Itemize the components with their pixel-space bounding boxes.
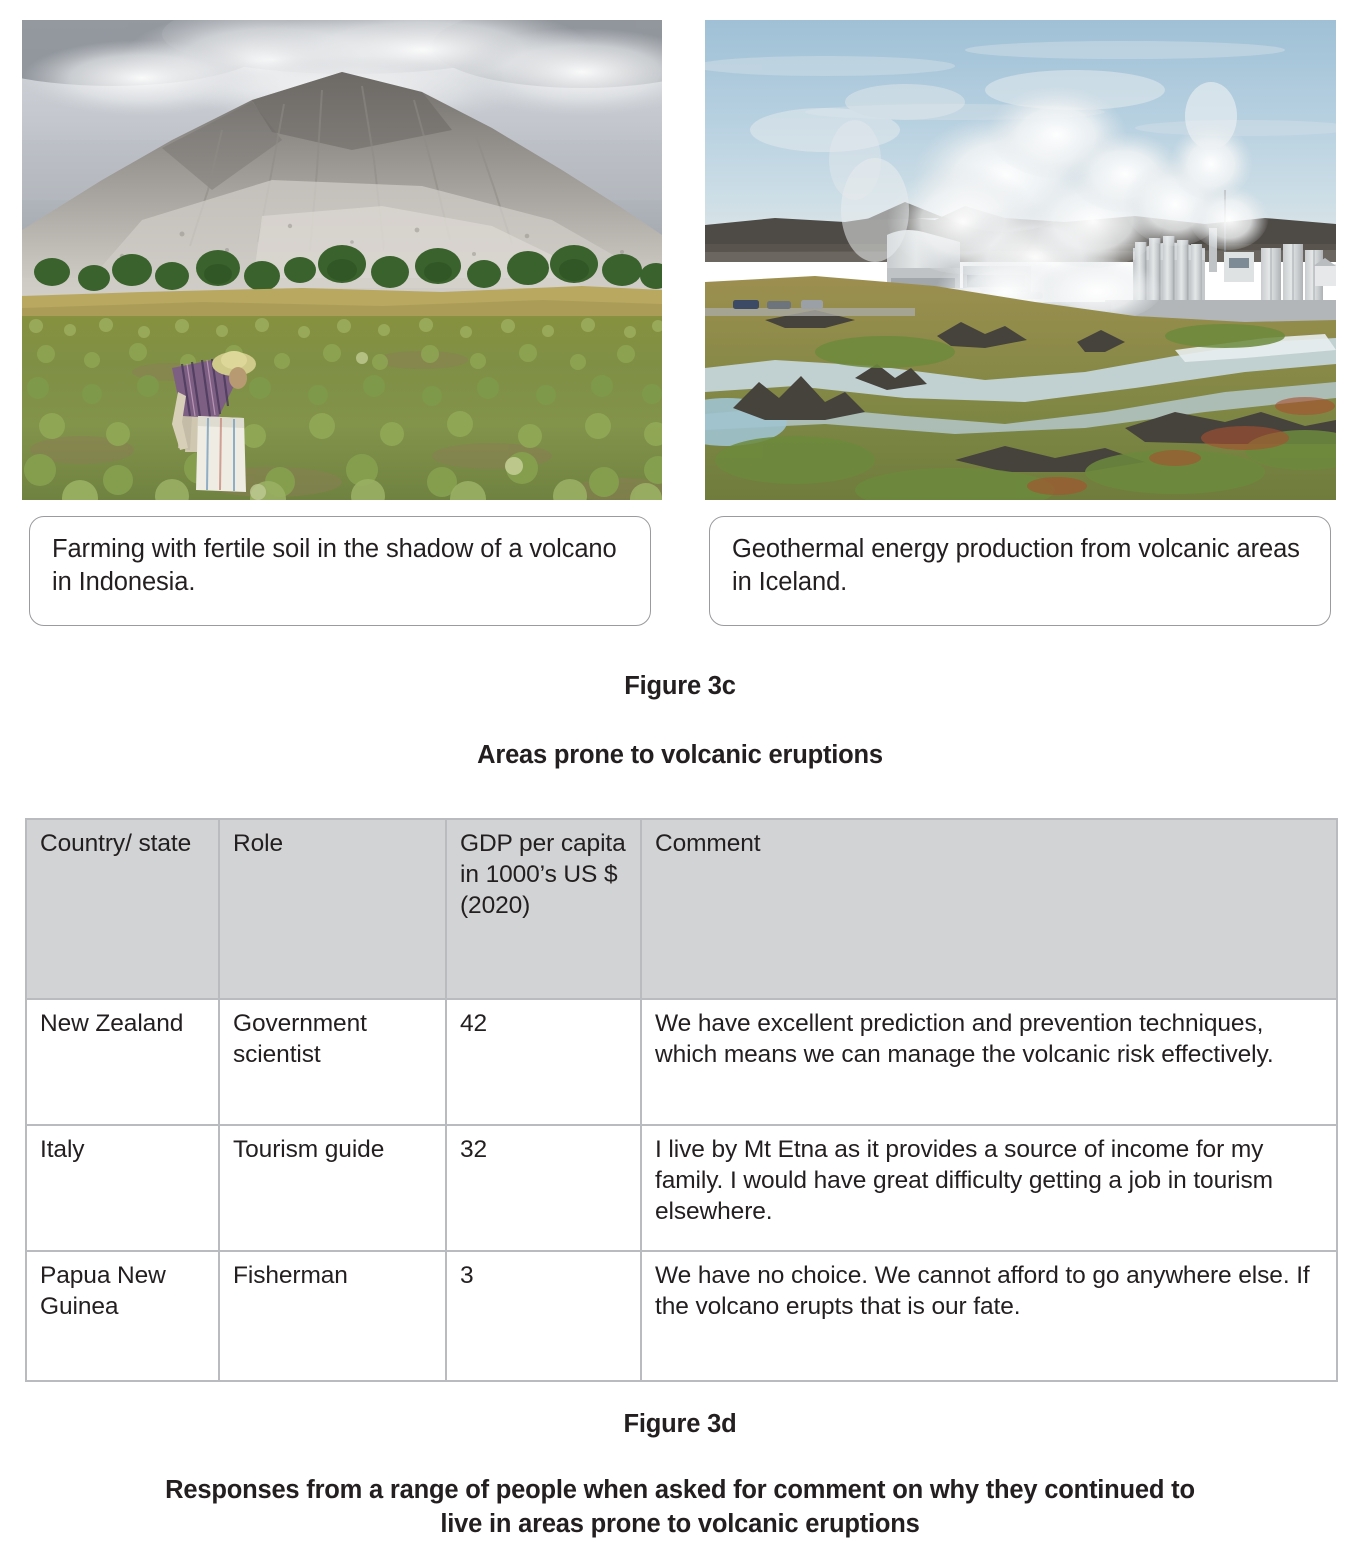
caption-geothermal: Geothermal energy production from volcanic areas in Iceland.: [709, 516, 1331, 626]
caption-volcano-farming: Farming with fertile soil in the shadow of a volcano in Indonesia.: [29, 516, 651, 626]
cell-role: Tourism guide: [219, 1125, 446, 1251]
figure-3c-label: Figure 3c: [624, 672, 736, 700]
cell-role: Fisherman: [219, 1251, 446, 1381]
table-row: [26, 999, 1337, 1125]
figure-3d-title: Responses from a range of people when asked for comment on why they continued to live in areas prone to volcanic eruptions: [165, 1476, 1195, 1539]
cell-comment: We have no choice. We cannot afford to go anywhere else. If the volcano erupts that is our fate.: [641, 1251, 1337, 1381]
cell-comment: We have excellent prediction and prevention techniques, which means we can manage the volcanic risk effectively.: [641, 999, 1337, 1125]
cell-gdp: 42: [446, 999, 641, 1125]
cell-country: Papua New Guinea: [26, 1251, 219, 1381]
column-header-comment: Comment: [641, 819, 1337, 999]
photo-row: [0, 0, 1360, 505]
figure-3c-title: Areas prone to volcanic eruptions: [477, 741, 883, 769]
cell-role: Government scientist: [219, 999, 446, 1125]
column-header-gdp: GDP per capita in 1000’s US $ (2020): [446, 819, 641, 999]
table-row: [26, 1125, 1337, 1251]
figure-3d-label: Figure 3d: [623, 1410, 737, 1438]
volcano-farming-photo: [22, 20, 662, 500]
cell-country: Italy: [26, 1125, 219, 1251]
responses-table: [25, 818, 1338, 1382]
column-header-role: Role: [219, 819, 446, 999]
cell-gdp: 32: [446, 1125, 641, 1251]
geothermal-plant-photo: [705, 20, 1336, 500]
cell-gdp: 3: [446, 1251, 641, 1381]
column-header-country: Country/ state: [26, 819, 219, 999]
table-header-row: [26, 819, 1337, 999]
cell-comment: I live by Mt Etna as it provides a source of income for my family. I would have great difficulty getting a job in tourism elsewhere.: [641, 1125, 1337, 1251]
table-row: [26, 1251, 1337, 1381]
cell-country: New Zealand: [26, 999, 219, 1125]
